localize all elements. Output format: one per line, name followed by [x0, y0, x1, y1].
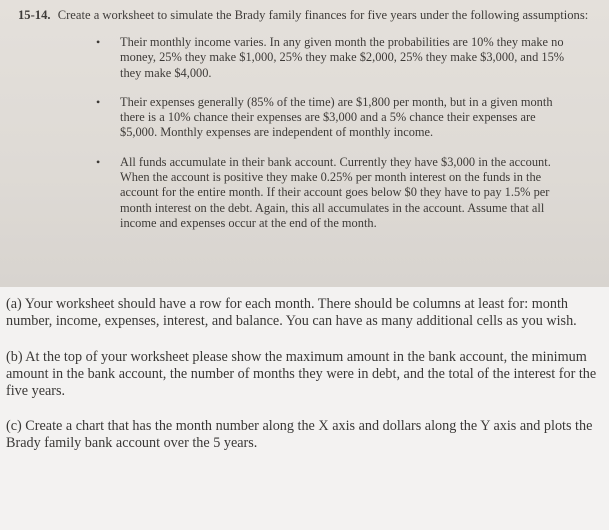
assumption-income	[18, 35, 595, 81]
assumption-account-text: All funds accumulate in their bank account. Currently they have $3,000 in the account. When the account is positive they make 0.25% per month interest on the funds in the account for the entire month. If their account goes below $0 they have to pay 1.5% per month interest on the debt. Again, this all accumulates in the account. Assume that all income and expenses occur at the end of the month.	[120, 154, 551, 230]
problem-intro: Create a worksheet to simulate the Brady family finances for five years under the following assumptions:	[57, 8, 589, 22]
assumption-account	[18, 155, 595, 231]
question-a: (a) Your worksheet should have a row for each month. There should be columns at least for: month number, income, expenses, interest, and balance. You can have as many additional cells as you wish.	[6, 296, 577, 329]
problem-number: 15-14.	[18, 8, 51, 22]
assumption-list	[18, 35, 595, 231]
assumption-expenses	[18, 95, 595, 141]
bullet-icon: •	[96, 154, 101, 169]
question-c: (c) Create a chart that has the month number along the X axis and dollars along the Y axis and plots the Brady family bank account over the 5 years.	[6, 418, 593, 451]
assumption-income-text: Their monthly income varies. In any given month the probabilities are 10% they make no money, 25% they make $1,000, 25% they make $2,000, 25% they make $3,000, and 15% they make $4,000.	[120, 35, 565, 80]
question-section	[0, 287, 609, 530]
bullet-icon: •	[96, 35, 101, 49]
assumption-expenses-text: Their expenses generally (85% of the time) are $1,800 per month, but in a given month there is a 10% chance their expenses are $3,000 and a 5% chance their expenses are $5,000. Monthly expenses are independent of monthly income.	[120, 94, 553, 140]
problem-heading	[18, 8, 595, 23]
question-b: (b) At the top of your worksheet please show the maximum amount in the bank account, the minimum amount in the bank account, the number of months they were in debt, and the total of the interest for the five years.	[6, 349, 597, 399]
bullet-icon: •	[96, 94, 101, 109]
